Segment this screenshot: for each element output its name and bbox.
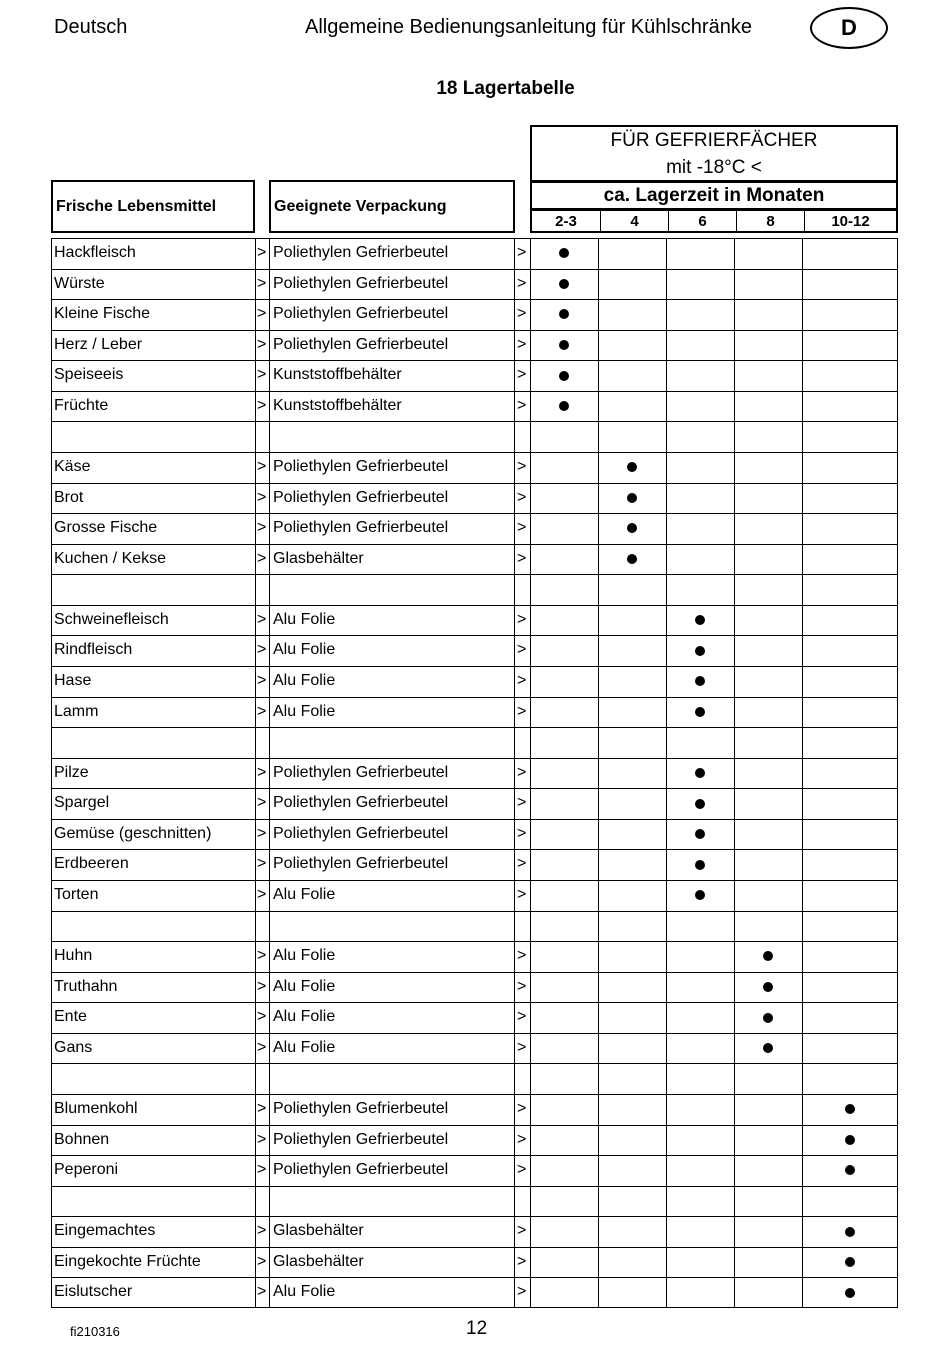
- separator-arrow: >: [257, 519, 267, 537]
- table-row: [51, 1216, 898, 1247]
- packaging-name: Alu Folie: [273, 977, 336, 995]
- packaging-name: Poliethylen Gefrierbeutel: [273, 244, 449, 261]
- food-name: Bohnen: [54, 1130, 110, 1148]
- table-row: [51, 360, 898, 391]
- table-row: [51, 788, 898, 819]
- table-row: [51, 1155, 898, 1186]
- packaging-name: Poliethylen Gefrierbeutel: [273, 763, 449, 781]
- packaging-name: Alu Folie: [273, 947, 336, 965]
- separator-arrow: >: [257, 305, 267, 323]
- packaging-name: Poliethylen Gefrierbeutel: [273, 794, 449, 812]
- table-row: [51, 1277, 898, 1308]
- table-row: [51, 819, 898, 850]
- separator-arrow: >: [517, 1100, 527, 1117]
- food-name: Kuchen / Kekse: [54, 549, 167, 567]
- table-row-spacer: [51, 574, 898, 605]
- storage-table: [51, 238, 898, 1308]
- separator-arrow: >: [517, 1252, 527, 1270]
- separator-arrow: >: [257, 1222, 267, 1240]
- table-row: [51, 1033, 898, 1064]
- food-name: Huhn: [54, 947, 93, 965]
- separator-arrow: >: [517, 1130, 527, 1148]
- page-number: 12: [466, 1318, 488, 1339]
- table-row: [51, 697, 898, 728]
- storage-duration-dot: [845, 1104, 855, 1114]
- table-row: [51, 758, 898, 789]
- storage-duration-dot: [845, 1135, 855, 1145]
- packaging-name: Alu Folie: [273, 1008, 336, 1026]
- separator-arrow: >: [257, 886, 267, 903]
- language-badge: D: [810, 7, 888, 49]
- storage-duration-dot: [763, 1013, 773, 1023]
- storage-duration-dot: [763, 1043, 773, 1053]
- food-name: Kleine Fische: [54, 305, 151, 323]
- separator-arrow: >: [517, 763, 527, 781]
- packaging-name: Poliethylen Gefrierbeutel: [273, 824, 449, 842]
- storage-time-header: ca. Lagerzeit in Monaten: [530, 181, 898, 210]
- storage-duration-dot: [695, 829, 705, 839]
- separator-arrow: >: [517, 977, 527, 995]
- storage-duration-dot: [845, 1257, 855, 1267]
- packaging-name: Kunststoffbehälter: [273, 366, 402, 384]
- storage-duration-dot: [627, 462, 637, 472]
- document-language: Deutsch: [54, 16, 128, 38]
- separator-arrow: >: [517, 396, 527, 414]
- separator-arrow: >: [257, 1130, 267, 1148]
- packaging-name: Poliethylen Gefrierbeutel: [273, 305, 449, 323]
- food-name: Eingemachtes: [54, 1222, 156, 1240]
- table-row: [51, 1094, 898, 1125]
- food-name: Käse: [54, 458, 91, 475]
- separator-arrow: >: [257, 672, 267, 689]
- table-row: [51, 513, 898, 544]
- separator-arrow: >: [517, 488, 527, 506]
- storage-duration-dot: [763, 951, 773, 961]
- storage-duration-dot: [695, 768, 705, 778]
- food-name: Rindfleisch: [54, 641, 133, 659]
- table-row: [51, 391, 898, 422]
- food-name: Hackfleisch: [54, 244, 136, 261]
- separator-arrow: >: [517, 886, 527, 903]
- packaging-name: Poliethylen Gefrierbeutel: [273, 458, 449, 475]
- month-columns-header: [530, 209, 898, 233]
- food-name: Würste: [54, 274, 105, 292]
- separator-arrow: >: [517, 1038, 527, 1056]
- freezer-compartment-header: [530, 125, 898, 182]
- storage-duration-dot: [695, 890, 705, 900]
- separator-arrow: >: [257, 641, 267, 659]
- month-col-2-3: 2-3: [555, 213, 577, 230]
- separator-arrow: >: [517, 244, 527, 261]
- storage-duration-dot: [695, 799, 705, 809]
- packaging-name: Poliethylen Gefrierbeutel: [273, 274, 449, 292]
- separator-arrow: >: [517, 458, 527, 475]
- table-row: [51, 635, 898, 666]
- separator-arrow: >: [517, 1161, 527, 1179]
- table-row: [51, 849, 898, 880]
- table-row-spacer: [51, 421, 898, 452]
- storage-duration-dot: [695, 615, 705, 625]
- separator-arrow: >: [517, 610, 527, 628]
- separator-arrow: >: [257, 244, 267, 261]
- food-name: Lamm: [54, 702, 99, 720]
- storage-duration-dot: [627, 523, 637, 533]
- separator-arrow: >: [257, 458, 267, 475]
- separator-arrow: >: [257, 488, 267, 506]
- packaging-name: Alu Folie: [273, 1038, 336, 1056]
- packaging-name: Kunststoffbehälter: [273, 396, 402, 414]
- table-row: [51, 880, 898, 911]
- food-name: Speiseeis: [54, 366, 124, 384]
- packaging-name: Poliethylen Gefrierbeutel: [273, 488, 449, 506]
- storage-duration-dot: [763, 982, 773, 992]
- separator-arrow: >: [517, 305, 527, 323]
- table-row-spacer: [51, 1063, 898, 1094]
- table-row: [51, 238, 898, 269]
- packaging-column-header: Geeignete Verpackung: [269, 180, 515, 233]
- packaging-name: Glasbehälter: [273, 549, 364, 567]
- storage-duration-dot: [845, 1165, 855, 1175]
- separator-arrow: >: [257, 1252, 267, 1270]
- packaging-name: Alu Folie: [273, 1283, 336, 1301]
- packaging-name: Alu Folie: [273, 610, 336, 628]
- food-name: Erdbeeren: [54, 855, 129, 873]
- packaging-name: Poliethylen Gefrierbeutel: [273, 1100, 449, 1117]
- food-name: Brot: [54, 488, 84, 506]
- separator-arrow: >: [517, 824, 527, 842]
- storage-duration-dot: [695, 646, 705, 656]
- section-title: 18 Lagertabelle: [436, 78, 575, 99]
- food-name: Truthahn: [54, 977, 118, 995]
- packaging-name: Poliethylen Gefrierbeutel: [273, 1130, 449, 1148]
- table-row: [51, 972, 898, 1003]
- storage-duration-dot: [559, 340, 569, 350]
- storage-duration-dot: [559, 279, 569, 289]
- month-col-10-12: 10-12: [804, 211, 896, 231]
- month-col-4: 4: [600, 211, 668, 231]
- separator-arrow: >: [257, 549, 267, 567]
- storage-duration-dot: [695, 860, 705, 870]
- food-name: Grosse Fische: [54, 519, 158, 537]
- table-row: [51, 544, 898, 575]
- separator-arrow: >: [517, 1222, 527, 1240]
- food-name: Gemüse (geschnitten): [54, 824, 212, 842]
- separator-arrow: >: [257, 610, 267, 628]
- food-name: Torten: [54, 886, 99, 903]
- table-row: [51, 605, 898, 636]
- separator-arrow: >: [257, 702, 267, 720]
- food-name: Gans: [54, 1038, 93, 1056]
- separator-arrow: >: [517, 672, 527, 689]
- food-name: Spargel: [54, 794, 110, 812]
- table-row-spacer: [51, 1186, 898, 1217]
- packaging-name: Alu Folie: [273, 886, 336, 903]
- food-name: Früchte: [54, 396, 109, 414]
- storage-duration-dot: [695, 707, 705, 717]
- separator-arrow: >: [257, 1161, 267, 1179]
- table-row: [51, 1125, 898, 1156]
- food-name: Herz / Leber: [54, 335, 143, 353]
- separator-arrow: >: [517, 794, 527, 812]
- storage-duration-dot: [627, 554, 637, 564]
- packaging-name: Poliethylen Gefrierbeutel: [273, 855, 449, 873]
- separator-arrow: >: [257, 335, 267, 353]
- packaging-name: Poliethylen Gefrierbeutel: [273, 519, 449, 537]
- storage-duration-dot: [627, 493, 637, 503]
- food-name: Eingekochte Früchte: [54, 1252, 201, 1270]
- table-row: [51, 452, 898, 483]
- table-gridline-horizontal: [51, 1307, 898, 1308]
- table-row-spacer: [51, 727, 898, 758]
- separator-arrow: >: [257, 1038, 267, 1056]
- separator-arrow: >: [517, 549, 527, 567]
- food-name: Pilze: [54, 763, 89, 781]
- food-name: Schweinefleisch: [54, 610, 169, 628]
- storage-duration-dot: [695, 676, 705, 686]
- table-row: [51, 666, 898, 697]
- separator-arrow: >: [517, 366, 527, 384]
- separator-arrow: >: [257, 1100, 267, 1117]
- storage-duration-dot: [845, 1227, 855, 1237]
- separator-arrow: >: [517, 702, 527, 720]
- separator-arrow: >: [517, 519, 527, 537]
- separator-arrow: >: [257, 366, 267, 384]
- separator-arrow: >: [257, 763, 267, 781]
- table-row: [51, 330, 898, 361]
- separator-arrow: >: [257, 794, 267, 812]
- table-row: [51, 1247, 898, 1278]
- separator-arrow: >: [517, 1008, 527, 1026]
- separator-arrow: >: [517, 641, 527, 659]
- freezer-title-line1: FÜR GEFRIERFÄCHER: [610, 130, 818, 151]
- storage-duration-dot: [559, 309, 569, 319]
- month-col-6: 6: [668, 211, 736, 231]
- separator-arrow: >: [517, 1283, 527, 1301]
- storage-duration-dot: [559, 401, 569, 411]
- packaging-name: Poliethylen Gefrierbeutel: [273, 1161, 449, 1179]
- food-name: Ente: [54, 1008, 87, 1026]
- food-name: Peperoni: [54, 1161, 119, 1179]
- separator-arrow: >: [257, 396, 267, 414]
- packaging-name: Glasbehälter: [273, 1252, 364, 1270]
- separator-arrow: >: [517, 947, 527, 965]
- food-column-header: Frische Lebensmittel: [51, 180, 255, 233]
- month-col-8: 8: [736, 211, 804, 231]
- freezer-title-line2: mit -18°C <: [666, 157, 762, 178]
- separator-arrow: >: [257, 274, 267, 292]
- food-name: Blumenkohl: [54, 1100, 138, 1117]
- separator-arrow: >: [257, 824, 267, 842]
- table-row: [51, 483, 898, 514]
- packaging-name: Alu Folie: [273, 641, 336, 659]
- table-row: [51, 1002, 898, 1033]
- table-row: [51, 299, 898, 330]
- storage-duration-dot: [559, 371, 569, 381]
- separator-arrow: >: [257, 1283, 267, 1301]
- packaging-name: Alu Folie: [273, 702, 336, 720]
- document-title: Allgemeine Bedienungsanleitung für Kühlschränke: [305, 16, 752, 38]
- separator-arrow: >: [257, 855, 267, 873]
- table-row-spacer: [51, 911, 898, 942]
- storage-duration-dot: [845, 1288, 855, 1298]
- separator-arrow: >: [257, 977, 267, 995]
- table-row: [51, 941, 898, 972]
- separator-arrow: >: [517, 274, 527, 292]
- packaging-name: Glasbehälter: [273, 1222, 364, 1240]
- separator-arrow: >: [517, 335, 527, 353]
- packaging-name: Poliethylen Gefrierbeutel: [273, 335, 449, 353]
- separator-arrow: >: [257, 1008, 267, 1026]
- food-name: Hase: [54, 672, 92, 689]
- table-row: [51, 269, 898, 300]
- packaging-name: Alu Folie: [273, 672, 336, 689]
- separator-arrow: >: [257, 947, 267, 965]
- food-name: Eislutscher: [54, 1283, 133, 1301]
- storage-duration-dot: [559, 248, 569, 258]
- document-code: fi210316: [70, 1324, 120, 1339]
- separator-arrow: >: [517, 855, 527, 873]
